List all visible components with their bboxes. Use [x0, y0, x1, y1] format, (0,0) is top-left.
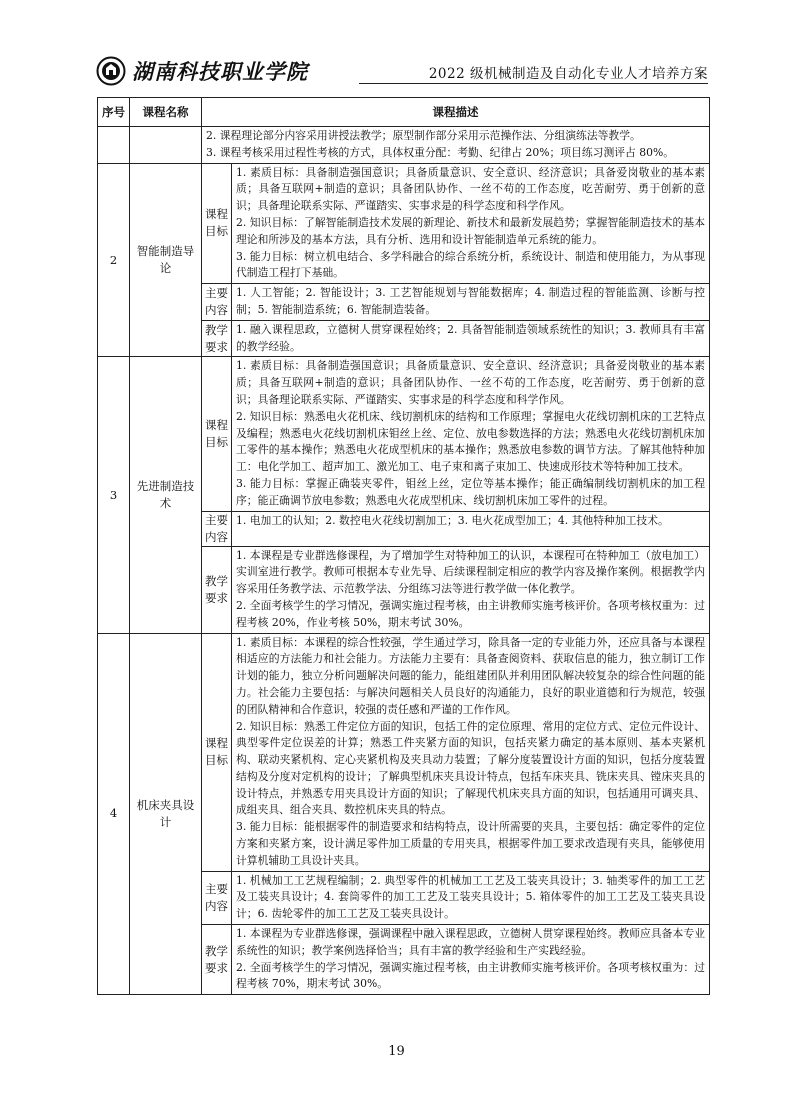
desc-paragraph: 1. 融入课程思政，立德树人贯穿课程始终；2. 具备智能制造领域系统性的知识；3. 教师具有丰富的教学经验。 [236, 322, 705, 353]
course-num: 3 [98, 357, 130, 633]
desc-paragraph: 1. 本课程为专业群选修课，强调课程中融入课程思政，立德树人贯穿课程始终。教师应具备本专业系统性的知识；教学案例选择恰当；具有丰富的教学经验和生产实践经验。 [236, 927, 705, 957]
header-course-name: 课程名称 [130, 98, 202, 127]
section-label: 教学要求 [202, 925, 232, 995]
desc-paragraph: 1. 素质目标：具备制造强国意识；具备质量意识、安全意识、经济意识；具备爱岗敬业的基本素质；具备互联网+制造的意识；具备团队协作、一丝不苟的工作态度，吃苦耐劳、勇于创新的意识；具备理论联系实际、严谨踏实、实事求是的科学态度和科学作风。 [236, 165, 705, 213]
continuation-desc [202, 127, 710, 164]
table-row [98, 633, 710, 871]
row-num-empty [98, 127, 130, 164]
desc-paragraph: 2. 知识目标：了解智能制造技术发展的新理论、新技术和最新发展趋势；掌握智能制造技术的基本理论和所涉及的基本方法，具有分析、选用和设计智能制造单元系统的能力。 [236, 215, 705, 246]
section-desc [232, 925, 710, 995]
header-num: 序号 [98, 98, 130, 127]
section-desc [232, 357, 710, 511]
course-num: 4 [98, 633, 130, 995]
table-header-row [98, 98, 710, 127]
course-name: 智能制造导论 [130, 163, 202, 357]
section-label: 课程目标 [202, 163, 232, 284]
desc-paragraph: 3. 能力目标：掌握正确装夹零件，钼丝上丝，定位等基本操作；能正确编制线切割机床的加工程序；能正确调节放电参数；熟悉电火花成型机床、线切割机床加工零件的过程。 [236, 476, 705, 507]
section-label: 主要内容 [202, 284, 232, 321]
page-number: 19 [388, 1044, 405, 1059]
course-name: 机床夹具设计 [130, 633, 202, 995]
desc-paragraph: 2. 知识目标：熟悉电火花机床、线切割机床的结构和工作原理；掌握电火花线切割机床的工艺特点及编程；熟悉电火花线切割机床钼丝上丝、定位、放电参数选择的方法；熟悉电火花线切割机床加工零件的基本操作；熟悉电火花成型机床的基本操作；熟悉放电参数的调节方法。了解其他特种加工：电化学加工、超声加工、激光加工、电子束和离子束加工、快速成形技术等特种加工技术。 [236, 409, 705, 474]
desc-paragraph: 2. 全面考核学生的学习情况，强调实施过程考核，由主讲教师实施考核评价。各项考核权重为：过程考核 70%，期末考试 30%。 [236, 960, 705, 991]
section-desc [232, 320, 710, 357]
course-num: 2 [98, 163, 130, 357]
desc-paragraph: 1. 人工智能；2. 智能设计；3. 工艺智能规划与智能数据库；4. 制造过程的智能监测、诊断与控制；5. 智能制造系统；6. 智能制造装备。 [236, 286, 705, 316]
section-desc [232, 284, 710, 321]
section-desc [232, 163, 710, 284]
section-desc [232, 546, 710, 633]
document-title: 2022 级机械制造及自动化专业人才培养方案 [428, 66, 708, 82]
desc-paragraph: 3. 课程考核采用过程性考核的方式，具体权重分配：考勤、纪律占 20%；项目练习测评占 80%。 [206, 145, 675, 159]
desc-paragraph: 3. 能力目标：能根据零件的制造要求和结构特点，设计所需要的夹具，主要包括：确定零件的定位方案和夹紧方案，设计满足零件加工质量的专用夹具，根据零件加工要求改造现有夹具，能够使用计算机辅助工具设计夹具。 [236, 820, 705, 867]
course-name: 先进制造技术 [130, 357, 202, 633]
section-label: 课程目标 [202, 357, 232, 511]
section-desc [232, 511, 710, 546]
header-course-desc: 课程描述 [202, 98, 710, 127]
header-rule [359, 83, 708, 84]
desc-paragraph: 2. 课程理论部分内容采用讲授法教学；原型制作部分采用示范操作法、分组演练法等教学。 [206, 129, 641, 142]
desc-paragraph: 1. 机械加工工艺规程编制；2. 典型零件的机械加工工艺及工装夹具设计；3. 轴类零件的加工工艺及工装夹具设计；4. 套筒零件的加工工艺及工装夹具设计；5. 箱体零件的加工工艺及工装夹具设计；6. 齿轮零件的加工工艺及工装夹具设计。 [236, 873, 705, 921]
school-logo-icon [96, 56, 126, 86]
section-desc [232, 633, 710, 871]
table-row [98, 357, 710, 511]
desc-paragraph: 1. 电加工的认知；2. 数控电火花线切割加工；3. 电火花成型加工；4. 其他特种加工技术。 [236, 513, 669, 527]
table-row [98, 163, 710, 284]
page-header [96, 50, 708, 90]
section-desc [232, 871, 710, 924]
desc-paragraph: 1. 本课程是专业群选修课程，为了增加学生对特种加工的认识，本课程可在特种加工（放电加工）实训室进行教学。教师可根据本专业先导、后续课程制定相应的教学内容及操作案例。根据教学内容采用任务教学法、示范教学法、分组练习法等进行教学做一体化教学。 [236, 548, 705, 596]
desc-paragraph: 2. 知识目标：熟悉工件定位方面的知识，包括工件的定位原理、常用的定位方式、定位元件设计、典型零件定位误差的计算；熟悉工件夹紧方面的知识，包括夹紧力确定的基本原则、基本夹紧机构、联动夹紧机构、定心夹紧机构及夹具动力装置；了解分度装置设计方面的知识，包括分度装置结构及分度对定机构的设计；了解典型机床夹具设计特点，包括车床夹具、铣床夹具、镗床夹具的设计特点，并熟悉专用夹具设计方面的知识；了解现代机床夹具方面的知识，包括通用可调夹具、成组夹具、组合夹具、数控机床夹具的特点。 [236, 719, 705, 817]
table-row [98, 127, 710, 164]
desc-paragraph: 1. 素质目标：具备制造强国意识；具备质量意识、安全意识、经济意识；具备爱岗敬业的基本素质；具备互联网+制造的意识；具备团队协作、一丝不苟的工作态度，吃苦耐劳、勇于创新的意识；具备理论联系实际、严谨踏实、实事求是的科学态度和科学作风。 [236, 359, 705, 406]
section-label: 课程目标 [202, 633, 232, 871]
section-label: 主要内容 [202, 871, 232, 924]
row-name-empty [130, 127, 202, 164]
desc-paragraph: 2. 全面考核学生的学习情况，强调实施过程考核，由主讲教师实施考核评价。各项考核权重为：过程考核 20%，作业考核 50%，期末考试 30%。 [236, 598, 705, 629]
section-label: 主要内容 [202, 511, 232, 546]
school-name: 湖南科技职业学院 [132, 59, 308, 84]
desc-paragraph: 3. 能力目标：树立机电结合、多学科融合的综合系统分析，系统设计、制造和使用能力，为从事现代制造工程打下基础。 [236, 249, 705, 280]
desc-paragraph: 1. 素质目标：本课程的综合性较强，学生通过学习，除具备一定的专业能力外，还应具备与本课程相适应的方法能力和社会能力。方法能力主要有：具备查阅资料、获取信息的能力，独立制订工作计划的能力，独立分析问题解决问题的能力，能组建团队并利用团队解决较复杂的综合性问题的能力。社会能力主要包括：与解决问题相关人员良好的沟通能力，良好的职业道德和行为规范，较强的团队精神和合作意识，较强的责任感和严谨的工作作风。 [236, 635, 705, 716]
section-label: 教学要求 [202, 546, 232, 633]
section-label: 教学要求 [202, 320, 232, 357]
course-table [97, 97, 710, 995]
